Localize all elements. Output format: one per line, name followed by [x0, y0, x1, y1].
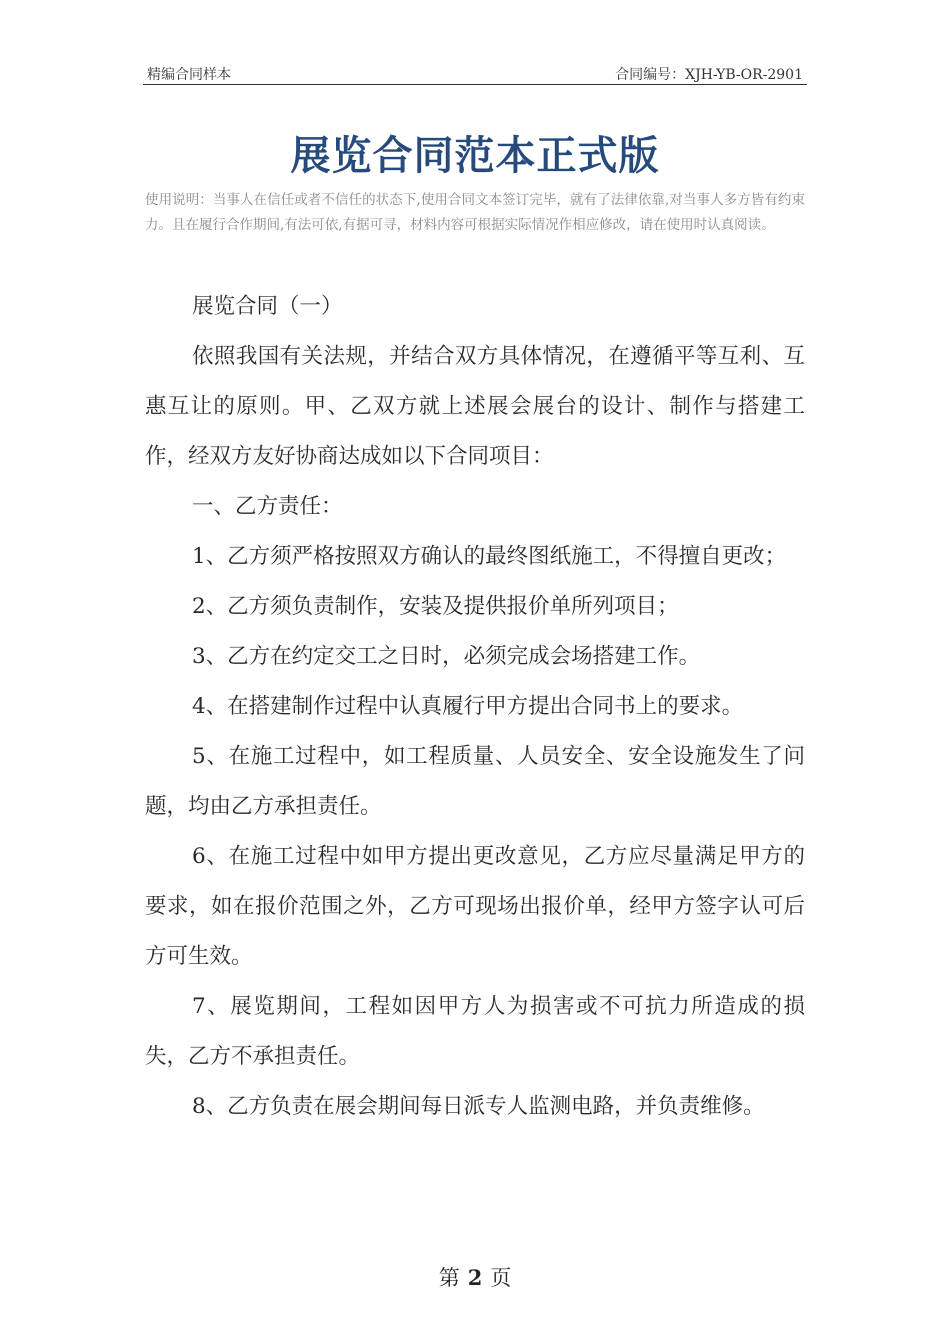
clause-item: 7、展览期间，工程如因甲方人为损害或不可抗力所造成的损失，乙方不承担责任。: [145, 994, 805, 1069]
document-body: [145, 282, 805, 1132]
clause-item: 3、乙方在约定交工之日时，必须完成会场搭建工作。: [192, 644, 701, 669]
clause-item: 8、乙方负责在展会期间每日派专人监测电路，并负责维修。: [192, 1094, 765, 1119]
clause-item: 1、乙方须严格按照双方确认的最终图纸施工，不得擅自更改；: [192, 544, 787, 569]
header-doc-type: 精编合同样本: [147, 67, 231, 83]
paragraph: 依照我国有关法规，并结合双方具体情况，在遵循平等互利、互惠互让的原则。甲、乙双方就上述展会展台的设计、制作与搭建工作，经双方友好协商达成如以下合同项目：: [145, 344, 805, 469]
clause-heading: 一、乙方责任：: [192, 494, 343, 519]
clause-item: 6、在施工过程中如甲方提出更改意见，乙方应尽量满足甲方的要求，如在报价范围之外，乙方可现场出报价单，经甲方签字认可后方可生效。: [145, 844, 805, 969]
page-number-prefix: 第: [438, 1266, 460, 1290]
usage-notice: 使用说明：当事人在信任或者不信任的状态下,使用合同文本签订完毕，就有了法律依靠,对当事人多方皆有约束力。且在履行合作期间,有法可依,有据可寻，材料内容可根据实际情况作相应修改，请在使用时认真阅读。: [145, 192, 805, 233]
section-heading: 展览合同（一）: [192, 294, 343, 319]
page-number: 2: [467, 1265, 483, 1290]
page-number-suffix: 页: [490, 1266, 512, 1290]
document-title: 展览合同范本正式版: [290, 133, 660, 179]
clause-item: 2、乙方须负责制作，安装及提供报价单所列项目；: [192, 594, 679, 619]
page-footer: [0, 1262, 950, 1292]
page-header: [143, 62, 807, 85]
header-contract-number: 合同编号：XJH-YB-OR-2901: [615, 67, 803, 83]
clause-item: 4、在搭建制作过程中认真履行甲方提出合同书上的要求。: [192, 694, 744, 719]
clause-item: 5、在施工过程中，如工程质量、人员安全、安全设施发生了问题，均由乙方承担责任。: [145, 744, 805, 819]
